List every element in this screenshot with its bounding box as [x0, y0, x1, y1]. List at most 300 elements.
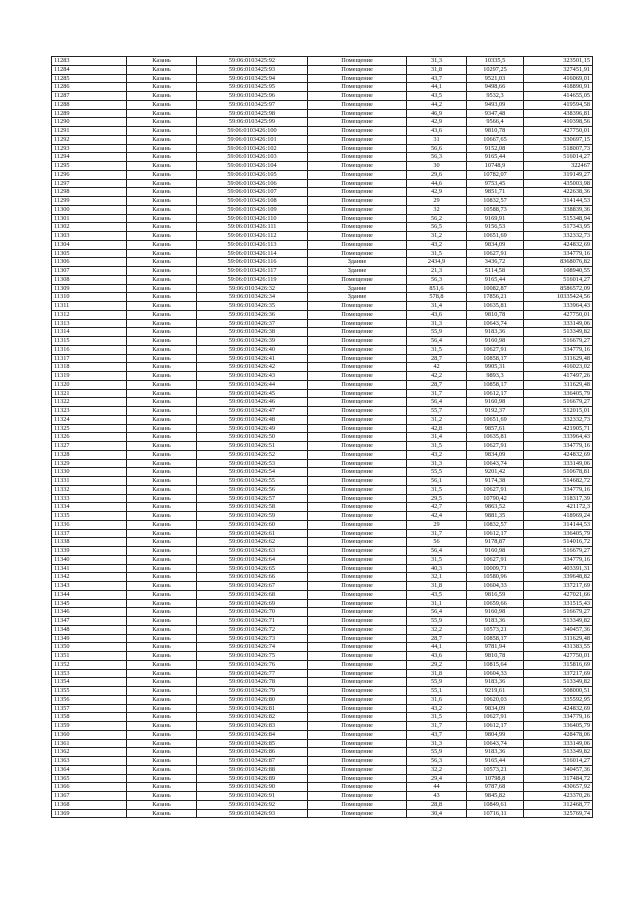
specific-value-cell: 10858,17 — [467, 634, 524, 643]
table-row — [52, 398, 593, 407]
city-cell: Казань — [127, 240, 197, 249]
row-number: 11295 — [52, 162, 127, 171]
specific-value-cell: 10643,74 — [467, 459, 524, 468]
specific-value-cell: 10580,96 — [467, 573, 524, 582]
row-number: 11327 — [52, 442, 127, 451]
object-type-cell: Помещение — [308, 380, 407, 389]
cadastral-value-cell: 336405,79 — [524, 529, 593, 538]
city-cell: Казань — [127, 555, 197, 564]
object-type-cell: Помещение — [308, 538, 407, 547]
object-type-cell: Помещение — [308, 398, 407, 407]
cadastral-value-cell: 422638,36 — [524, 188, 593, 197]
row-number: 11313 — [52, 319, 127, 328]
area-cell: 31,2 — [407, 232, 467, 241]
object-type-cell: Помещение — [308, 57, 407, 66]
city-cell: Казань — [127, 800, 197, 809]
table-row — [52, 704, 593, 713]
city-cell: Казань — [127, 809, 197, 818]
city-cell: Казань — [127, 582, 197, 591]
object-type-cell: Помещение — [308, 144, 407, 153]
area-cell: 56,1 — [407, 477, 467, 486]
city-cell: Казань — [127, 118, 197, 127]
table-row — [52, 337, 593, 346]
object-type-cell: Помещение — [308, 162, 407, 171]
area-cell: 32,2 — [407, 625, 467, 634]
city-cell: Казань — [127, 678, 197, 687]
row-number: 11349 — [52, 634, 127, 643]
cadastral-value-cell: 424832,69 — [524, 450, 593, 459]
area-cell: 43,2 — [407, 704, 467, 713]
object-type-cell: Помещение — [308, 197, 407, 206]
cadastral-number-cell: 59:06:0103426:93 — [197, 809, 308, 818]
row-number: 11350 — [52, 643, 127, 652]
cadastral-number-cell: 59:06:0103426:71 — [197, 617, 308, 626]
cadastral-number-cell: 59:06:0103426:70 — [197, 608, 308, 617]
cadastral-value-cell: 332332,73 — [524, 232, 593, 241]
table-row — [52, 205, 593, 214]
area-cell: 56,3 — [407, 757, 467, 766]
specific-value-cell: 10651,69 — [467, 232, 524, 241]
object-type-cell: Помещение — [308, 468, 407, 477]
area-cell: 31,3 — [407, 459, 467, 468]
specific-value-cell: 9905,31 — [467, 363, 524, 372]
table-row — [52, 389, 593, 398]
city-cell: Казань — [127, 459, 197, 468]
table-row — [52, 783, 593, 792]
specific-value-cell: 10832,57 — [467, 197, 524, 206]
area-cell: 42,7 — [407, 503, 467, 512]
cadastral-value-cell: 336405,79 — [524, 722, 593, 731]
cadastral-value-cell: 513349,82 — [524, 617, 593, 626]
specific-value-cell: 9160,98 — [467, 398, 524, 407]
city-cell: Казань — [127, 599, 197, 608]
row-number: 11329 — [52, 459, 127, 468]
cadastral-value-cell: 322467 — [524, 162, 593, 171]
object-type-cell: Помещение — [308, 214, 407, 223]
area-cell: 31,6 — [407, 695, 467, 704]
area-cell: 43,5 — [407, 590, 467, 599]
area-cell: 31,4 — [407, 433, 467, 442]
cadastral-value-cell: 430657,92 — [524, 783, 593, 792]
city-cell: Казань — [127, 695, 197, 704]
object-type-cell: Помещение — [308, 363, 407, 372]
object-type-cell: Здание — [308, 284, 407, 293]
table-row — [52, 494, 593, 503]
object-type-cell: Помещение — [308, 730, 407, 739]
area-cell: 56,2 — [407, 214, 467, 223]
table-row — [52, 450, 593, 459]
area-cell: 28,7 — [407, 380, 467, 389]
object-type-cell: Помещение — [308, 783, 407, 792]
cadastral-number-cell: 59:06:0103426:67 — [197, 582, 308, 591]
cadastral-number-cell: 59:06:0103426:50 — [197, 433, 308, 442]
specific-value-cell: 9183,36 — [467, 748, 524, 757]
table-row — [52, 424, 593, 433]
row-number: 11317 — [52, 354, 127, 363]
table-row — [52, 240, 593, 249]
specific-value-cell: 9183,36 — [467, 617, 524, 626]
area-cell: 28,7 — [407, 634, 467, 643]
object-type-cell: Помещение — [308, 608, 407, 617]
cadastral-number-cell: 59:06:0103426:87 — [197, 757, 308, 766]
specific-value-cell: 9493,09 — [467, 100, 524, 109]
cadastral-number-cell: 59:06:0103426:76 — [197, 660, 308, 669]
cadastral-number-cell: 59:06:0103426:57 — [197, 494, 308, 503]
object-type-cell: Помещение — [308, 687, 407, 696]
table-row — [52, 302, 593, 311]
area-cell: 31,8 — [407, 582, 467, 591]
row-number: 11341 — [52, 564, 127, 573]
object-type-cell: Здание — [308, 267, 407, 276]
area-cell: 29,6 — [407, 170, 467, 179]
object-type-cell: Помещение — [308, 792, 407, 801]
object-type-cell: Помещение — [308, 188, 407, 197]
table-row — [52, 258, 593, 267]
table-row — [52, 354, 593, 363]
row-number: 11303 — [52, 232, 127, 241]
object-type-cell: Помещение — [308, 555, 407, 564]
row-number: 11333 — [52, 494, 127, 503]
row-number: 11339 — [52, 547, 127, 556]
cadastral-number-cell: 59:06:0103426:40 — [197, 345, 308, 354]
row-number: 11352 — [52, 660, 127, 669]
city-cell: Казань — [127, 310, 197, 319]
cadastral-number-cell: 59:06:0103426:44 — [197, 380, 308, 389]
table-row — [52, 319, 593, 328]
cadastral-value-cell: 10335424,56 — [524, 293, 593, 302]
cadastral-value-cell: 312468,77 — [524, 800, 593, 809]
table-row — [52, 459, 593, 468]
specific-value-cell: 10815,64 — [467, 660, 524, 669]
area-cell: 43,5 — [407, 92, 467, 101]
cadastral-value-cell: 414655,05 — [524, 92, 593, 101]
table-row — [52, 214, 593, 223]
specific-value-cell: 10009,71 — [467, 564, 524, 573]
cadastral-number-cell: 59:06:0103425:96 — [197, 92, 308, 101]
table-row — [52, 442, 593, 451]
area-cell: 55,9 — [407, 678, 467, 687]
area-cell: 43,2 — [407, 450, 467, 459]
city-cell: Казань — [127, 634, 197, 643]
row-number: 11351 — [52, 652, 127, 661]
cadastral-number-cell: 59:06:0103426:46 — [197, 398, 308, 407]
city-cell: Казань — [127, 783, 197, 792]
table-row — [52, 625, 593, 634]
cadastral-value-cell: 333149,06 — [524, 459, 593, 468]
row-number: 11369 — [52, 809, 127, 818]
area-cell: 56,6 — [407, 144, 467, 153]
city-cell: Казань — [127, 503, 197, 512]
cadastral-number-cell: 59:06:0103426:34 — [197, 293, 308, 302]
object-type-cell: Помещение — [308, 678, 407, 687]
city-cell: Казань — [127, 520, 197, 529]
row-number: 11296 — [52, 170, 127, 179]
cadastral-value-cell: 513349,82 — [524, 748, 593, 757]
cadastral-number-cell: 59:06:0103426:61 — [197, 529, 308, 538]
object-type-cell: Помещение — [308, 127, 407, 136]
specific-value-cell: 9160,98 — [467, 337, 524, 346]
area-cell: 2434,9 — [407, 258, 467, 267]
object-type-cell: Помещение — [308, 477, 407, 486]
cadastral-number-cell: 59:06:0103425:95 — [197, 83, 308, 92]
row-number: 11363 — [52, 757, 127, 766]
cadastral-number-cell: 59:06:0103426:113 — [197, 240, 308, 249]
cadastral-value-cell: 421172,3 — [524, 503, 593, 512]
specific-value-cell: 9178,87 — [467, 538, 524, 547]
area-cell: 43,7 — [407, 74, 467, 83]
cadastral-value-cell: 340457,36 — [524, 625, 593, 634]
city-cell: Казань — [127, 704, 197, 713]
area-cell: 43 — [407, 792, 467, 801]
city-cell: Казань — [127, 65, 197, 74]
cadastral-value-cell: 518007,73 — [524, 144, 593, 153]
cadastral-value-cell: 514016,72 — [524, 538, 593, 547]
specific-value-cell: 9169,91 — [467, 214, 524, 223]
row-number: 11353 — [52, 669, 127, 678]
city-cell: Казань — [127, 345, 197, 354]
cadastral-value-cell: 424832,69 — [524, 704, 593, 713]
specific-value-cell: 9160,98 — [467, 608, 524, 617]
cadastral-number-cell: 59:06:0103426:52 — [197, 450, 308, 459]
area-cell: 56,4 — [407, 398, 467, 407]
cadastral-number-cell: 59:06:0103426:43 — [197, 372, 308, 381]
table-row — [52, 100, 593, 109]
cadastral-value-cell: 314144,53 — [524, 520, 593, 529]
table-row — [52, 800, 593, 809]
specific-value-cell: 9834,09 — [467, 450, 524, 459]
city-cell: Казань — [127, 319, 197, 328]
row-number: 11331 — [52, 477, 127, 486]
table-row — [52, 275, 593, 284]
cadastral-number-cell: 59:06:0103426:78 — [197, 678, 308, 687]
cadastral-value-cell: 314144,53 — [524, 197, 593, 206]
area-cell: 29 — [407, 520, 467, 529]
cadastral-value-cell: 427750,01 — [524, 127, 593, 136]
city-cell: Казань — [127, 188, 197, 197]
city-cell: Казань — [127, 380, 197, 389]
table-row — [52, 503, 593, 512]
specific-value-cell: 10612,17 — [467, 529, 524, 538]
table-row — [52, 197, 593, 206]
area-cell: 55,9 — [407, 328, 467, 337]
cadastral-number-cell: 59:06:0103426:86 — [197, 748, 308, 757]
cadastral-number-cell: 59:06:0103426:63 — [197, 547, 308, 556]
cadastral-number-cell: 59:06:0103426:79 — [197, 687, 308, 696]
object-type-cell: Помещение — [308, 337, 407, 346]
object-type-cell: Помещение — [308, 757, 407, 766]
object-type-cell: Помещение — [308, 800, 407, 809]
row-number: 11301 — [52, 214, 127, 223]
table-row — [52, 284, 593, 293]
table-row — [52, 380, 593, 389]
specific-value-cell: 9165,44 — [467, 153, 524, 162]
specific-value-cell: 10627,91 — [467, 442, 524, 451]
cadastral-value-cell: 311629,48 — [524, 354, 593, 363]
specific-value-cell: 9347,48 — [467, 109, 524, 118]
object-type-cell: Помещение — [308, 765, 407, 774]
object-type-cell: Здание — [308, 258, 407, 267]
object-type-cell: Помещение — [308, 529, 407, 538]
specific-value-cell: 9160,98 — [467, 547, 524, 556]
row-number: 11358 — [52, 713, 127, 722]
object-type-cell: Помещение — [308, 135, 407, 144]
specific-value-cell: 10659,66 — [467, 599, 524, 608]
table-row — [52, 83, 593, 92]
row-number: 11284 — [52, 65, 127, 74]
city-cell: Казань — [127, 223, 197, 232]
row-number: 11345 — [52, 599, 127, 608]
object-type-cell: Помещение — [308, 240, 407, 249]
object-type-cell: Помещение — [308, 625, 407, 634]
cadastral-number-cell: 59:06:0103426:38 — [197, 328, 308, 337]
area-cell: 31,7 — [407, 722, 467, 731]
specific-value-cell: 9753,45 — [467, 179, 524, 188]
specific-value-cell: 9219,61 — [467, 687, 524, 696]
cadastral-number-cell: 59:06:0103426:105 — [197, 170, 308, 179]
area-cell: 55,1 — [407, 687, 467, 696]
cadastral-number-cell: 59:06:0103426:112 — [197, 232, 308, 241]
area-cell: 56,3 — [407, 153, 467, 162]
row-number: 11292 — [52, 135, 127, 144]
table-row — [52, 669, 593, 678]
city-cell: Казань — [127, 608, 197, 617]
specific-value-cell: 10297,25 — [467, 65, 524, 74]
row-number: 11336 — [52, 520, 127, 529]
area-cell: 56,4 — [407, 608, 467, 617]
cadastral-value-cell: 335592,95 — [524, 695, 593, 704]
row-number: 11291 — [52, 127, 127, 136]
object-type-cell: Помещение — [308, 310, 407, 319]
row-number: 11306 — [52, 258, 127, 267]
cadastral-value-cell: 514682,72 — [524, 477, 593, 486]
cadastral-value-cell: 416069,01 — [524, 74, 593, 83]
area-cell: 30 — [407, 162, 467, 171]
specific-value-cell: 10627,91 — [467, 485, 524, 494]
cadastral-number-cell: 59:06:0103426:48 — [197, 415, 308, 424]
row-number: 11305 — [52, 249, 127, 258]
specific-value-cell: 9183,36 — [467, 678, 524, 687]
city-cell: Казань — [127, 372, 197, 381]
city-cell: Казань — [127, 765, 197, 774]
cadastral-number-cell: 59:06:0103426:92 — [197, 800, 308, 809]
row-number: 11337 — [52, 529, 127, 538]
row-number: 11290 — [52, 118, 127, 127]
table-row — [52, 512, 593, 521]
row-number: 11361 — [52, 739, 127, 748]
city-cell: Казань — [127, 205, 197, 214]
row-number: 11328 — [52, 450, 127, 459]
cadastral-value-cell: 517343,95 — [524, 223, 593, 232]
area-cell: 31,7 — [407, 529, 467, 538]
cadastral-number-cell: 59:06:0103425:97 — [197, 100, 308, 109]
object-type-cell: Помещение — [308, 459, 407, 468]
city-cell: Казань — [127, 354, 197, 363]
row-number: 11300 — [52, 205, 127, 214]
cadastral-value-cell: 419594,58 — [524, 100, 593, 109]
object-type-cell: Помещение — [308, 485, 407, 494]
cadastral-number-cell: 59:06:0103426:83 — [197, 722, 308, 731]
area-cell: 31,4 — [407, 302, 467, 311]
cadastral-value-cell: 516679,27 — [524, 398, 593, 407]
cadastral-number-cell: 59:06:0103426:47 — [197, 407, 308, 416]
specific-value-cell: 9156,53 — [467, 223, 524, 232]
table-row — [52, 730, 593, 739]
row-number: 11357 — [52, 704, 127, 713]
cadastral-number-cell: 59:06:0103426:55 — [197, 477, 308, 486]
row-number: 11368 — [52, 800, 127, 809]
cadastral-number-cell: 59:06:0103426:102 — [197, 144, 308, 153]
row-number: 11332 — [52, 485, 127, 494]
table-row — [52, 608, 593, 617]
row-number: 11299 — [52, 197, 127, 206]
city-cell: Казань — [127, 135, 197, 144]
city-cell: Казань — [127, 267, 197, 276]
cadastral-value-cell: 431383,55 — [524, 643, 593, 652]
city-cell: Казань — [127, 337, 197, 346]
cadastral-value-cell: 340457,36 — [524, 765, 593, 774]
city-cell: Казань — [127, 538, 197, 547]
row-number: 11297 — [52, 179, 127, 188]
table-row — [52, 118, 593, 127]
cadastral-number-cell: 59:06:0103426:51 — [197, 442, 308, 451]
specific-value-cell: 5114,58 — [467, 267, 524, 276]
object-type-cell: Помещение — [308, 65, 407, 74]
cadastral-value-cell: 334779,16 — [524, 555, 593, 564]
row-number: 11293 — [52, 144, 127, 153]
area-cell: 31,5 — [407, 345, 467, 354]
row-number: 11294 — [52, 153, 127, 162]
cadastral-number-cell: 59:06:0103426:59 — [197, 512, 308, 521]
cadastral-value-cell: 516014,27 — [524, 153, 593, 162]
row-number: 11366 — [52, 783, 127, 792]
specific-value-cell: 10627,91 — [467, 555, 524, 564]
specific-value-cell: 10832,57 — [467, 520, 524, 529]
object-type-cell: Помещение — [308, 92, 407, 101]
specific-value-cell: 9816,59 — [467, 590, 524, 599]
object-type-cell: Помещение — [308, 617, 407, 626]
cadastral-number-cell: 59:06:0103426:75 — [197, 652, 308, 661]
cadastral-value-cell: 336405,79 — [524, 389, 593, 398]
object-type-cell: Помещение — [308, 643, 407, 652]
specific-value-cell: 10082,87 — [467, 284, 524, 293]
city-cell: Казань — [127, 494, 197, 503]
object-type-cell: Помещение — [308, 415, 407, 424]
table-row — [52, 722, 593, 731]
row-number: 11360 — [52, 730, 127, 739]
specific-value-cell: 9881,35 — [467, 512, 524, 521]
city-cell: Казань — [127, 590, 197, 599]
row-number: 11323 — [52, 407, 127, 416]
object-type-cell: Помещение — [308, 100, 407, 109]
row-number: 11342 — [52, 573, 127, 582]
area-cell: 44,6 — [407, 179, 467, 188]
area-cell: 31,5 — [407, 485, 467, 494]
city-cell: Казань — [127, 197, 197, 206]
cadastral-number-cell: 59:06:0103426:100 — [197, 127, 308, 136]
area-cell: 31 — [407, 135, 467, 144]
object-type-cell: Помещение — [308, 345, 407, 354]
area-cell: 851,6 — [407, 284, 467, 293]
cadastral-value-cell: 513349,82 — [524, 678, 593, 687]
cadastral-value-cell: 330697,15 — [524, 135, 593, 144]
row-number: 11322 — [52, 398, 127, 407]
table-row — [52, 162, 593, 171]
specific-value-cell: 9810,78 — [467, 127, 524, 136]
object-type-cell: Помещение — [308, 442, 407, 451]
cadastral-value-cell: 337217,69 — [524, 669, 593, 678]
cadastral-number-cell: 59:06:0103426:58 — [197, 503, 308, 512]
specific-value-cell: 10798,8 — [467, 774, 524, 783]
